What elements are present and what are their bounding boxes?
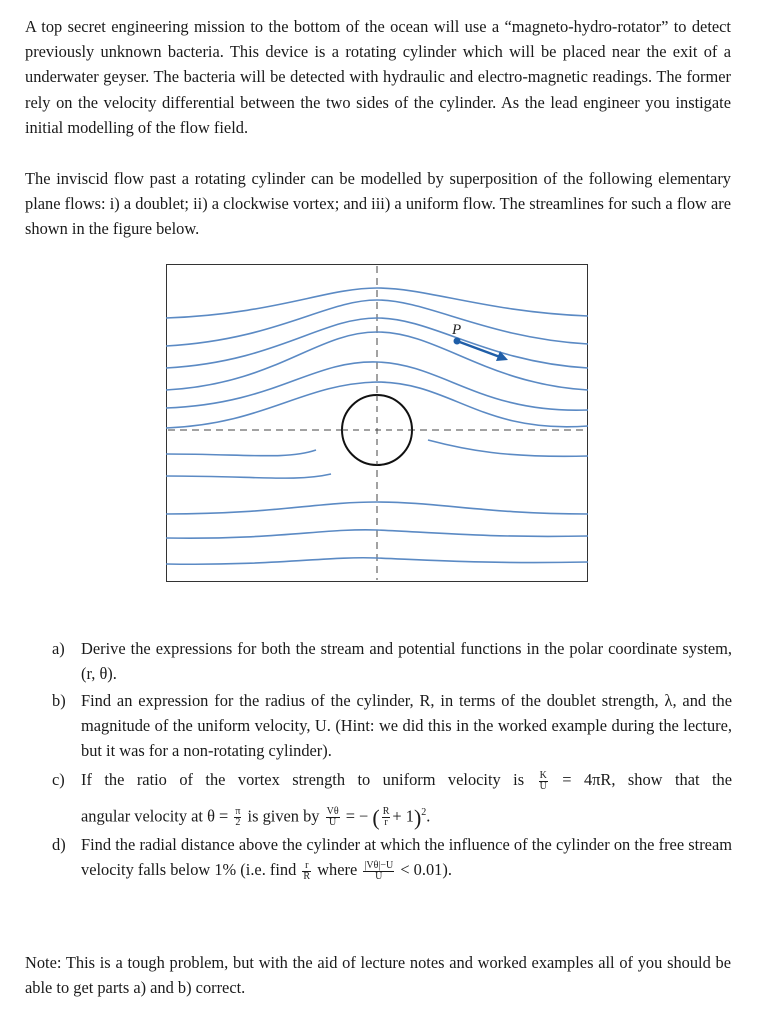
question-a (52, 636, 732, 686)
plus-one: + 1 (392, 806, 414, 826)
question-c (52, 767, 732, 830)
question-d-text-3: < 0.01). (400, 860, 452, 880)
equals-minus: = − (345, 806, 369, 826)
r-over-r-fraction: $\frac{R}{r}$ (382, 806, 390, 829)
question-a-text: Derive the expressions for both the stream and potential functions in the polar coordinate system, (r, θ). (81, 639, 732, 683)
note-paragraph: Note: This is a tough problem, but with the aid of lecture notes and worked examples all of you should be able to get parts a) and b) correct. (25, 953, 731, 998)
v-over-u-fraction: $\frac{V\theta}{U}$ (326, 806, 339, 829)
question-c-text-1: If the ratio of the vortex strength to uniform velocity is (81, 770, 525, 789)
question-c-text-3: is given by (247, 806, 320, 826)
question-d-label: d) (52, 835, 66, 855)
question-c-text-2: angular velocity at θ = (81, 806, 229, 826)
question-b-label: b) (52, 691, 66, 710)
question-b-text: Find an expression for the radius of the cylinder, R, in terms of the doublet strength, λ, and the magnitude of the uniform velocity, U. (Hint: we did this in the worked example during the lecture, but it was for a non-rotating cylinder). (81, 691, 732, 760)
velocity-ratio-fraction: $\frac{|V\theta|-U}{U}$ (364, 859, 394, 882)
streamline-figure (166, 264, 588, 582)
model-paragraph: The inviscid flow past a rotating cylinder can be modelled by superposition of the following elementary plane flows: i) a doublet; ii) a clockwise vortex; and iii) a uniform flow. The streamlines for such a flow are shown in the figure below. (25, 169, 731, 239)
period: . (426, 806, 431, 826)
question-d (52, 832, 732, 882)
close-paren: ) (413, 805, 422, 831)
question-a-label: a) (52, 639, 65, 658)
question-c-ratio-rhs: = 4πR, show that the (562, 770, 732, 789)
intro-paragraph: A top secret engineering mission to the bottom of the ocean will use a “magneto-hydro-rotator” to detect previously unknown bacteria. This device is a rotating cylinder which will be placed near the exit of a underwater geyser. The bacteria will be detected with hydraulic and electro-magnetic readings. The former rely on the velocity differential between the two sides of the cylinder. As the lead engineer you instigate initial modelling of the flow field. (25, 17, 731, 137)
open-paren: ( (372, 805, 380, 831)
k-over-u-fraction: $\frac{K}{U}$ (539, 769, 547, 792)
point-p-label: P (452, 322, 462, 338)
question-list (52, 636, 732, 882)
r-over-R-fraction: $\frac{r}{R}$ (303, 859, 311, 882)
exponent: 2 (421, 807, 427, 818)
question-d-text-1: Find the radial distance above the cylinder at which the influence of the cylinder on the free stream velocity falls below 1% (i.e. find (81, 835, 732, 880)
question-c-label: c) (52, 770, 65, 789)
question-b (52, 688, 732, 763)
question-d-text-2: where (317, 860, 358, 880)
pi-over-2-fraction: $\frac{\pi}{2}$ (235, 806, 241, 829)
